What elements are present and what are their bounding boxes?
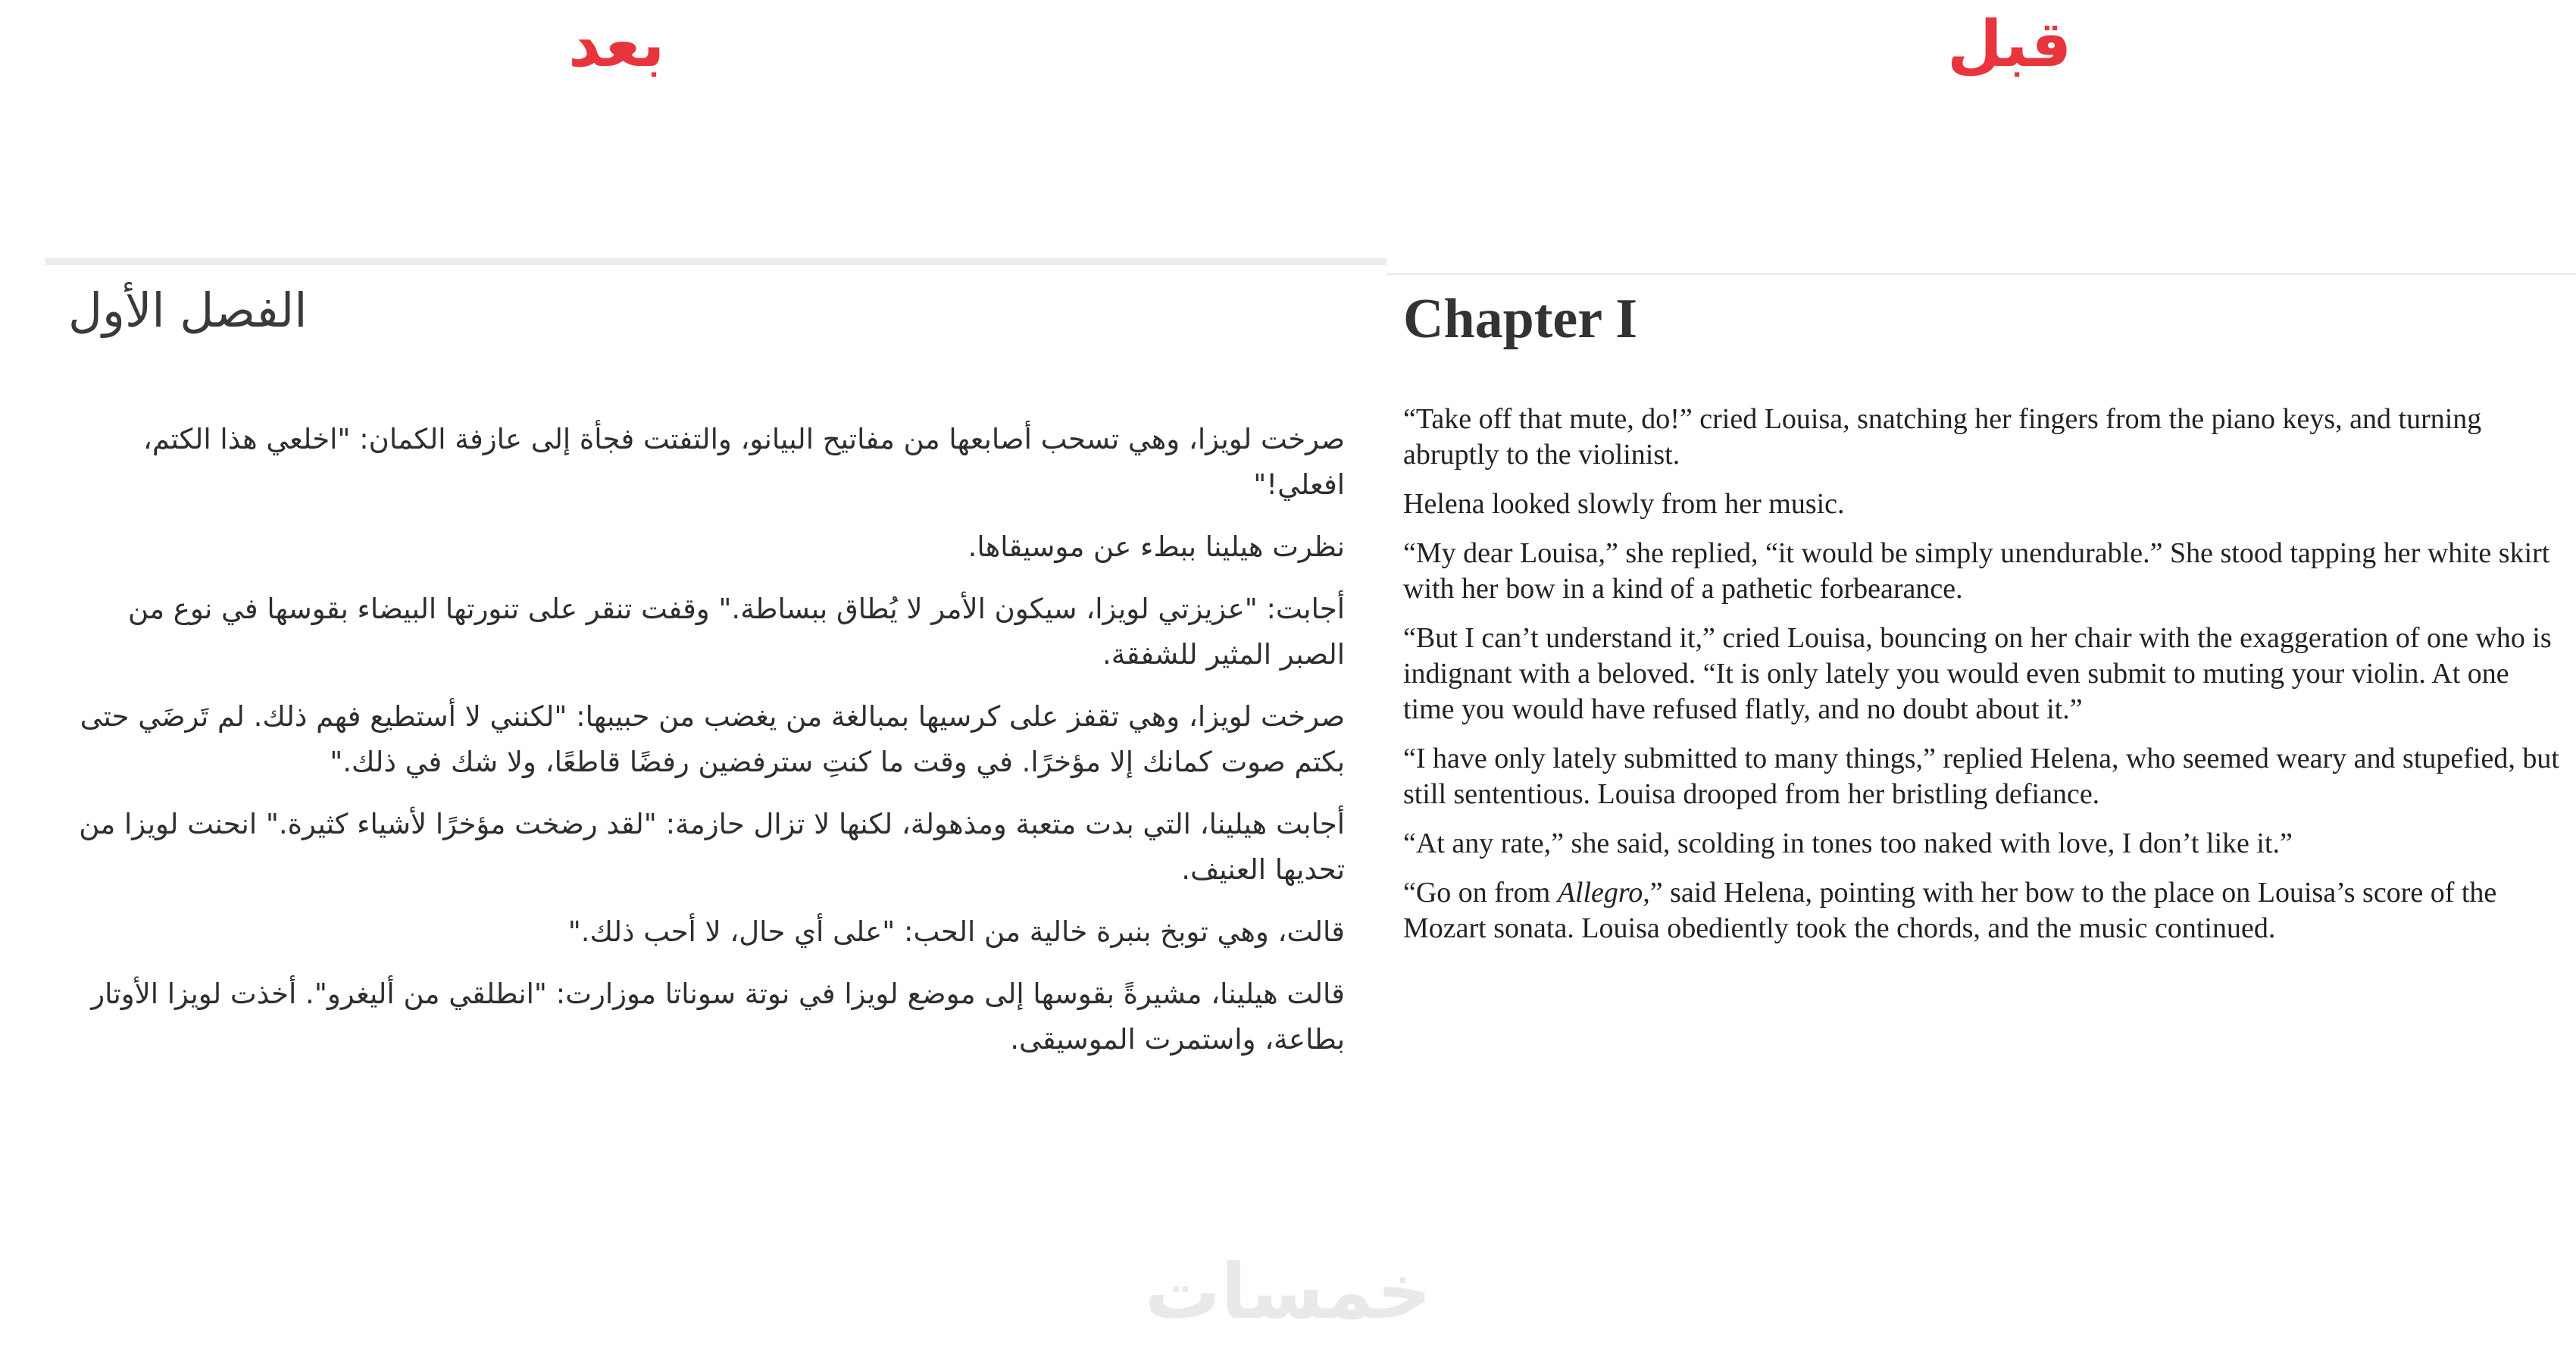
arabic-translated-page: [45, 258, 1386, 1114]
page-top-edge: [45, 258, 1386, 265]
english-original-page: [1386, 273, 2576, 1106]
english-paragraph: “Take off that mute, do!” cried Louisa, snatching her fingers from the piano keys, and turning abruptly to the violinist.: [1403, 403, 2482, 471]
arabic-paragraph: أجابت هيلينا، التي بدت متعبة ومذهولة، لكنها لا تزال حازمة: "لقد رضخت مؤخرًا لأشياء كثيرة." انحنت لويزا من تحديها العنيف.: [79, 808, 1345, 886]
english-paragraph: “My dear Louisa,” she replied, “it would be simply unendurable.” She stood tapping her white skirt with her bow in a kind of a pathetic forbearance.: [1403, 537, 2550, 605]
page-top-edge: [1386, 273, 2576, 275]
english-paragraph: “At any rate,” she said, scolding in tones too naked with love, I don’t like it.”: [1403, 827, 2293, 859]
arabic-text-body: [72, 417, 1375, 1079]
arabic-paragraph: أجابت: "عزيزتي لويزا، سيكون الأمر لا يُطاق ببساطة." وقفت تنقر على تنورتها البيضاء بقوسها في نوع من الصبر المثير للشفقة.: [128, 593, 1345, 671]
arabic-paragraph: صرخت لويزا، وهي تقفز على كرسيها بمبالغة من يغضب من حبيبها: "لكنني لا أستطيع فهم ذلك. لم تَرضَي حتى بكتم صوت كمانك إلا مؤخرًا. في وقت ما كنتِ سترفضين رفضًا قاطعًا، ولا شك في ذلك.": [80, 700, 1345, 778]
arabic-paragraph: نظرت هيلينا ببطء عن موسيقاها.: [968, 530, 1345, 563]
italic-tempo-word: Allegro: [1557, 877, 1643, 909]
english-paragraph: “I have only lately submitted to many things,” replied Helena, who seemed weary and stupefied, but still sententious. Louisa drooped from her bristling defiance.: [1403, 743, 2559, 810]
before-label: قبل: [1947, 7, 2072, 81]
after-label: بعد: [568, 7, 665, 81]
arabic-paragraph: قالت، وهي توبخ بنبرة خالية من الحب: "على أي حال، لا أحب ذلك.": [567, 915, 1345, 948]
arabic-chapter-title: الفصل الأول: [68, 283, 308, 338]
paragraph-text: ,” said Helena, pointing with her bow to the place on Louisa’s score of the Mozart sonata. Louisa obediently took the chords, and the music continued.: [1403, 877, 2497, 944]
english-paragraph: “But I can’t understand it,” cried Louisa, bouncing on her chair with the exaggeration of one who is indignant with a beloved. “It is only lately you would even submit to muting your violin. At one time you would have refused flatly, and no doubt about it.”: [1403, 622, 2552, 725]
paragraph-text: “Go on from: [1403, 877, 1558, 909]
english-text-body: [1403, 402, 2562, 960]
arabic-paragraph: قالت هيلينا، مشيرةً بقوسها إلى موضع لويزا في نوتة سوناتا موزارت: "انطلقي من أليغرو". أخذت لويزا الأوتار بطاعة، واستمرت الموسيقى.: [91, 978, 1345, 1056]
khamsat-logo-watermark: خمسات: [1144, 1247, 1432, 1336]
english-chapter-title: Chapter I: [1403, 288, 1638, 350]
english-paragraph: [1403, 875, 2562, 946]
english-paragraph: Helena looked slowly from her music.: [1403, 488, 1845, 520]
arabic-paragraph: صرخت لويزا، وهي تسحب أصابعها من مفاتيح البيانو، والتفتت فجأة إلى عازفة الكمان: "اخلعي هذا الكتم، افعلي!": [142, 423, 1345, 501]
